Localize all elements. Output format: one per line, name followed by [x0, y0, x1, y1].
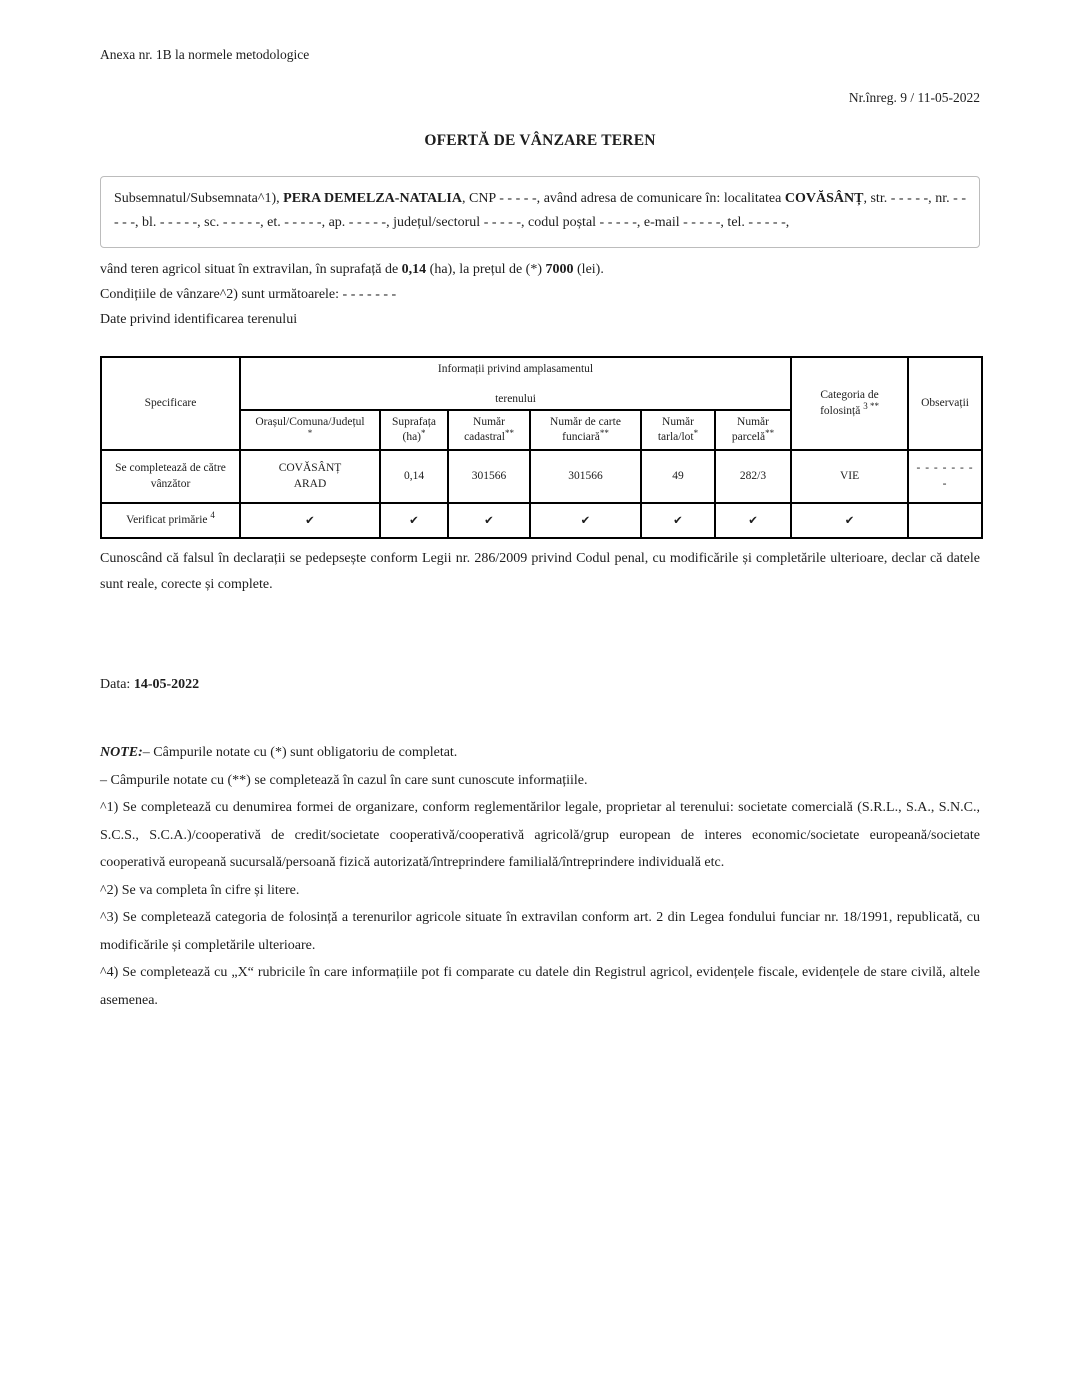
- note-line-3: ^1) Se completează cu denumirea formei de organizare, conform reglementărilor legale, proprietar al terenului: societate comercială (S.R.L., S.A., S.N.C., S.C.S., S.C.A.)/cooperativă de credit/societate cooperativă/cooperativă agricolă/grup european de interes economic/societate europeană/societate cooperativă europeană sucursală/persoană fizică autorizată/întreprindere familială/întreprindere individuală etc.: [100, 800, 980, 871]
- cell-locality-city: COVĂSÂNȚ: [278, 462, 342, 475]
- checkmark-icon: ✔: [791, 503, 908, 538]
- cell-nr-carte-funciara: 301566: [530, 450, 641, 503]
- verified-row-label: [101, 503, 240, 538]
- seller-row-label: Se completează de către vânzător: [101, 450, 240, 503]
- note-line-1: [100, 739, 980, 767]
- col-header-cadastral: [448, 410, 530, 450]
- info-group-line2: terenului: [495, 392, 536, 405]
- col-header-tarla: [641, 410, 715, 450]
- sale-conditions: Condițiile de vânzare^2) sunt următoarele: - - - - - - -: [100, 287, 397, 302]
- cell-locality-county: ARAD: [293, 477, 327, 490]
- land-area-value: 0,14: [401, 262, 427, 277]
- oras-sup-line: [245, 430, 375, 446]
- checkmark-icon: ✔: [240, 503, 380, 538]
- col-header-observatii: Observații: [908, 357, 982, 450]
- tarla-label1: Număr: [662, 415, 694, 428]
- categoria-line1: Categoria de: [820, 389, 879, 401]
- cell-observatii: - - - - - - - -: [908, 450, 982, 503]
- col-header-specificare: Specificare: [101, 357, 240, 450]
- sale-text-1: vând teren agricol situat în extravilan, în suprafață de: [100, 262, 402, 277]
- identification-heading: Date privind identificarea terenului: [100, 312, 298, 327]
- locality-name: COVĂSÂNȚ: [784, 191, 864, 206]
- checkmark-icon: ✔: [715, 503, 791, 538]
- note-line-5: ^3) Se completează categoria de folosință a terenurilor agricole situate în extravilan conform art. 2 din Legea fondului funciar nr. 18/1991, republicată, cu modificările și completările ulterioare.: [100, 910, 980, 953]
- sale-statement: [100, 257, 980, 282]
- note-text-1: – Câmpurile notate cu (*) sunt obligatoriu de completat.: [142, 745, 458, 761]
- price-value: 7000: [545, 262, 574, 277]
- registration-number: Nr.înreg. 9 / 11-05-2022: [848, 90, 980, 105]
- carte-label2: funciară: [562, 431, 600, 444]
- notes-section: [100, 739, 980, 1014]
- col-header-parcela: [715, 410, 791, 450]
- col-header-info-group: [240, 357, 791, 410]
- cell-nr-parcela: 282/3: [715, 450, 791, 503]
- carte-label1: Număr de carte: [550, 415, 621, 428]
- categoria-footnote-mark: 3 **: [863, 400, 879, 411]
- oras-label: Orașul/Comuna/Județul: [255, 415, 365, 428]
- checkmark-icon: ✔: [448, 503, 530, 538]
- table-row-verified: [101, 503, 982, 538]
- date-label: Data:: [100, 677, 134, 693]
- cadastral-label1: Număr: [473, 415, 505, 428]
- date-line: [100, 677, 980, 693]
- info-group-line1: Informații privind amplasamentul: [437, 363, 594, 375]
- note-line-6: ^4) Se completează cu „X“ rubricile în care informațiile pot fi comparate cu datele din Registrul agricol, evidențele fiscale, evidențele de stare civilă, altele asemenea.: [100, 965, 980, 1008]
- categoria-word: folosință: [820, 404, 861, 417]
- tarla-footnote-mark: *: [693, 428, 699, 439]
- cell-nr-tarla: 49: [641, 450, 715, 503]
- declaration-paragraph: Cunoscând că falsul în declarații se pedepsește conform Legii nr. 286/2009 privind Codul penal, cu modificările și completările ulterioare, declar că datele sunt reale, corecte și complete.: [100, 551, 980, 592]
- document-title: OFERTĂ DE VÂNZARE TEREN: [424, 132, 656, 149]
- annex-note: Anexa nr. 1B la normele metodologice: [100, 47, 310, 62]
- verified-footnote-mark: 4: [210, 509, 215, 520]
- parcela-footnote-mark: **: [765, 428, 775, 439]
- suprafata-footnote-mark: *: [421, 428, 426, 439]
- notes-title: NOTE:: [100, 745, 143, 761]
- suprafata-line2: [385, 430, 443, 446]
- date-value: 14-05-2022: [133, 677, 200, 693]
- tarla-line2: [646, 430, 710, 446]
- carte-footnote-mark: **: [599, 428, 609, 439]
- col-header-oras: [240, 410, 380, 450]
- sale-text-2: (ha), la prețul de (*): [426, 262, 546, 277]
- suprafata-label: Suprafața: [391, 415, 437, 428]
- cadastral-label2: cadastral: [464, 431, 505, 444]
- cell-categoria: VIE: [791, 450, 908, 503]
- checkmark-icon: ✔: [380, 503, 448, 538]
- checkmark-icon: ✔: [641, 503, 715, 538]
- land-identification-table: [100, 356, 983, 539]
- cell-suprafata: 0,14: [380, 450, 448, 503]
- note-line-2: – Câmpurile notate cu (**) se completează în cazul în care sunt cunoscute informațiile.: [100, 772, 588, 788]
- intro-prefix: Subsemnatul/Subsemnata^1),: [114, 191, 284, 206]
- col-header-suprafata: [380, 410, 448, 450]
- oras-footnote-mark: *: [307, 428, 313, 439]
- parcela-line2: [720, 430, 786, 446]
- col-header-carte-funciara: [530, 410, 641, 450]
- verified-label-text: Verificat primărie: [126, 513, 208, 526]
- categoria-line2: [796, 400, 903, 420]
- intro-address-fields: , str. - - - - -, nr. - - - - -, bl. - - - - -, sc. - - - - -, et. - - - - -, ap. - - - - -, județul/sectorul - - - - -, codul poștal - - - - -, e-mail - - - - -, tel. - - - - -,: [114, 191, 966, 230]
- parcela-label1: Număr: [737, 415, 769, 428]
- tarla-label2: tarla/lot: [657, 431, 694, 444]
- cell-nr-cadastral: 301566: [448, 450, 530, 503]
- applicant-info-box: [100, 176, 980, 248]
- cell-locality: [240, 450, 380, 503]
- carte-line2: [535, 430, 636, 446]
- cell-observatii-empty: [908, 503, 982, 538]
- parcela-label2: parcelă: [731, 431, 766, 444]
- suprafata-unit: (ha): [402, 431, 421, 444]
- col-header-categoria: [791, 357, 908, 450]
- sale-text-3: (lei).: [573, 262, 604, 277]
- note-line-4: ^2) Se va completa în cifre și litere.: [100, 882, 300, 898]
- checkmark-icon: ✔: [530, 503, 641, 538]
- cadastral-footnote-mark: **: [504, 428, 514, 439]
- table-row-seller: [101, 450, 982, 503]
- seller-name: PERA DEMELZA-NATALIA: [283, 191, 462, 206]
- intro-after-name: , CNP - - - - -, având adresa de comunicare în: localitatea: [461, 191, 785, 206]
- cadastral-line2: [453, 430, 525, 446]
